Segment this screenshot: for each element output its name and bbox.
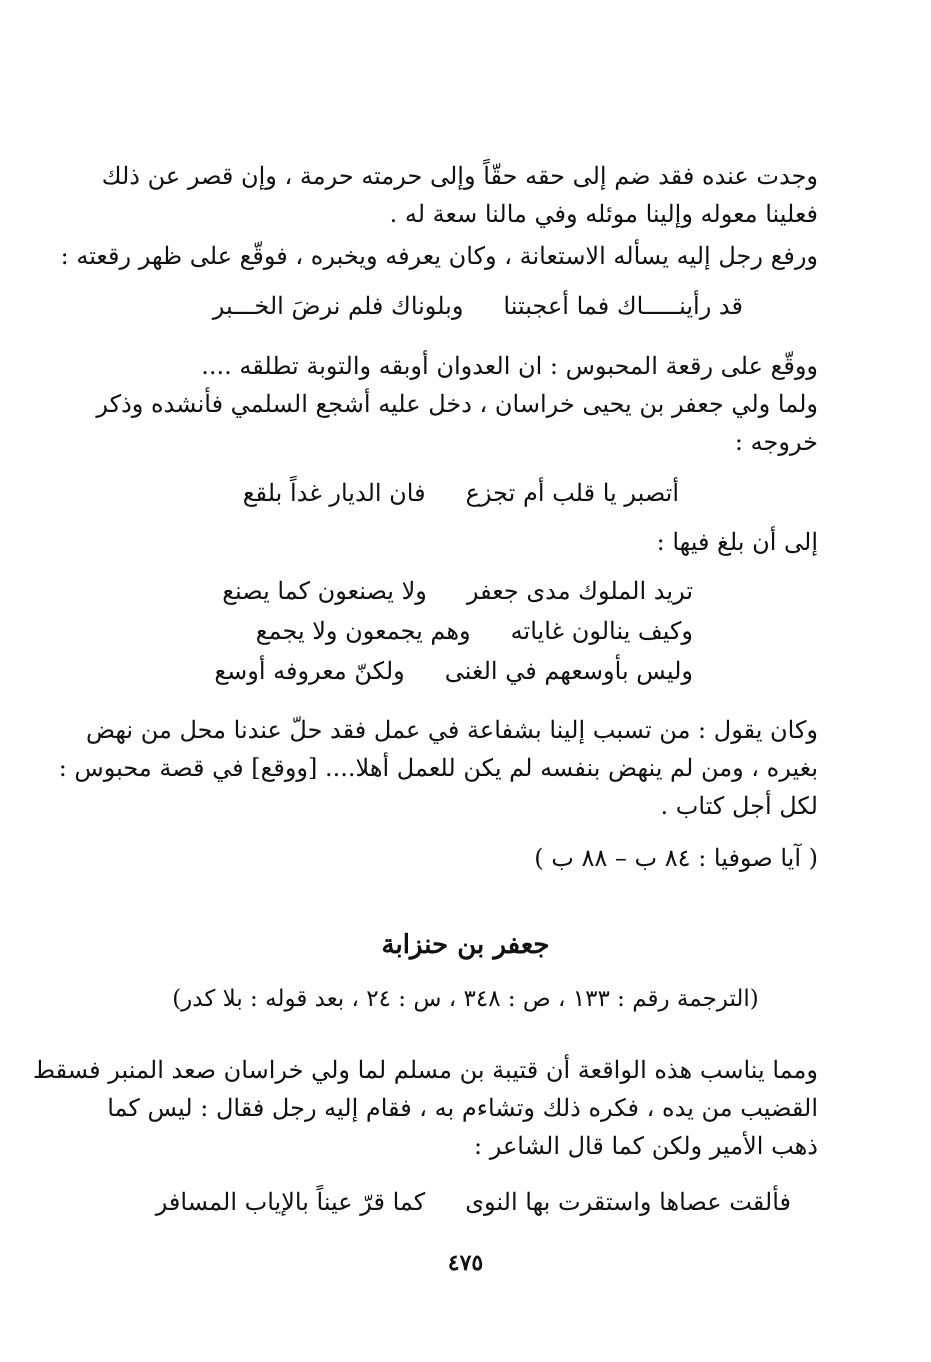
verse-6: [156, 1183, 791, 1221]
text-line: ومما يناسب هذه الواقعة أن قتيبة بن مسلم لما ولي خراسان صعد المنبر فسقط: [32, 1056, 818, 1084]
source-citation: [113, 839, 818, 877]
paragraph-1: [101, 157, 818, 233]
page-number: ٤٧٥: [447, 1250, 484, 1276]
verse-hemistich-1: أتصبر يا قلب أم تجزع: [465, 479, 679, 507]
verse-hemistich-2: وبلوناك فلم نرضَ الخـــبر: [212, 292, 464, 320]
text-line: وجدت عنده فقد ضم إلى حقه حقّاً وإلى حرمته حرمة ، وإن قصر عن ذلك: [101, 162, 818, 190]
paragraph-4: [96, 385, 818, 461]
text-line: إلى أن بلغ فيها :: [656, 528, 818, 556]
text-line: بغيره ، ومن لم ينهض بنفسه لم يكن للعمل أهلا.... [ووقع] في قصة محبوس :: [58, 754, 818, 782]
reference-note: (الترجمة رقم : ١٣٣ ، ص : ٣٤٨ ، س : ٢٤ ، بعد قوله : بلا كدر): [172, 986, 759, 1012]
paragraph-6: [58, 711, 818, 825]
verse-hemistich-1: قد رأينـــــاك فما أعجبتنا: [503, 292, 743, 320]
section-heading: جعفر بن حنزابة: [381, 930, 550, 960]
text-line: لكل أجل كتاب .: [660, 792, 818, 820]
text-line: خروجه :: [734, 428, 818, 456]
verse-hemistich-1: تريد الملوك مدى جعفر: [466, 577, 693, 605]
verse-5: [214, 652, 693, 690]
verse-hemistich-2: وهم يجمعون ولا يجمع: [255, 617, 471, 645]
verse-hemistich-1: وليس بأوسعهم في الغنى: [444, 657, 693, 685]
verse-hemistich-1: فألقت عصاها واستقرت بها النوى: [465, 1188, 791, 1216]
paragraph-3: [113, 347, 818, 385]
verse-2: [243, 474, 679, 512]
text-line: ورفع رجل إليه يسأله الاستعانة ، وكان يعرفه ويخبره ، فوقّع على ظهر رقعته :: [60, 242, 818, 270]
text-line: ولما ولي جعفر بن يحيى خراسان ، دخل عليه أشجع السلمي فأنشده وذكر: [96, 390, 818, 418]
verse-1: [213, 287, 743, 325]
verse-hemistich-2: كما قرّ عيناً بالإياب المسافر: [155, 1188, 426, 1216]
verse-hemistich-1: وكيف ينالون غاياته: [510, 617, 693, 645]
verse-3: [222, 572, 693, 610]
text-line: ووقّع على رقعة المحبوس : ان العدوان أوبقه والتوبة تطلقه ....: [201, 352, 818, 380]
source-text: ( آيا صوفيا : ٨٤ ب – ٨٨ ب ): [534, 844, 818, 872]
verse-4: [256, 612, 693, 650]
text-line: فعلينا معوله وإلينا موئله وفي مالنا سعة له .: [389, 200, 818, 228]
text-line: وكان يقول : من تسبب إلينا بشفاعة في عمل فقد حلّ عندنا محل من نهض: [85, 716, 818, 744]
verse-hemistich-2: فان الديار غداً بلقع: [242, 479, 426, 507]
paragraph-7: [32, 1051, 818, 1165]
paragraph-2: [60, 237, 818, 275]
paragraph-5: [113, 523, 818, 561]
text-line: ذهب الأمير ولكن كما قال الشاعر :: [474, 1132, 818, 1160]
verse-hemistich-2: ولكنّ معروفه أوسع: [214, 657, 405, 685]
verse-hemistich-2: ولا يصنعون كما يصنع: [222, 577, 427, 605]
text-line: القضيب من يده ، فكره ذلك وتشاءم به ، فقام إليه رجل فقال : ليس كما: [107, 1094, 818, 1122]
